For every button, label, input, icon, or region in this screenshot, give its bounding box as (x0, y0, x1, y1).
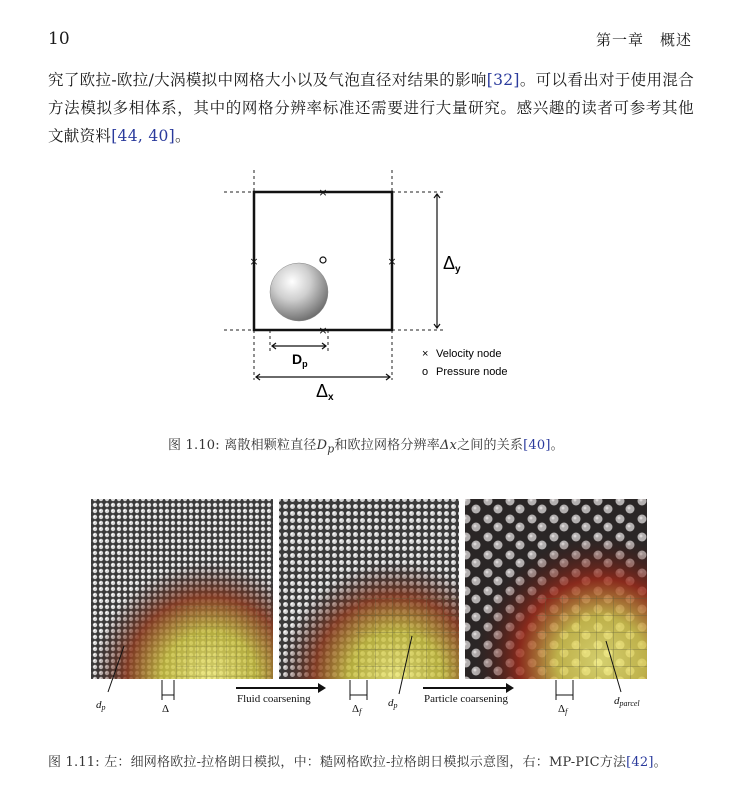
dp-dimension-arrow (272, 343, 326, 349)
velocity-node-left: × (249, 255, 259, 268)
grid-cell (254, 192, 392, 330)
paragraph-text-3: 。 (175, 127, 191, 145)
figure-1-10-diagram (214, 170, 524, 402)
paragraph-text-2: 。可以看出对于使用混合方法模拟多相体系，其中的网格分辨率标准还需要进行大量研究。感兴趣的读者可参考其他文献资料 (48, 71, 694, 145)
velocity-node-right: × (387, 255, 397, 268)
body-paragraph (48, 66, 694, 150)
panel-coarse-euler-lagrange (279, 499, 459, 679)
caption-110-prefix: 图 1.10: 离散相颗粒直径 (168, 438, 317, 453)
dp-left-label: dp (96, 699, 106, 712)
legend-pressure-symbol: o (422, 366, 429, 378)
figure-1-11-caption (48, 751, 667, 770)
paragraph-text-1: 究了欧拉-欧拉/大涡模拟中网格大小以及气泡直径对结果的影响 (48, 71, 487, 89)
caption-110-dp-sub: p (327, 442, 335, 456)
delta-f-mid-label: Δf (352, 703, 362, 716)
citation-link-44-40[interactable]: [44, 40] (111, 127, 175, 145)
particle-coarsening-arrow (423, 683, 514, 693)
legend-velocity-label: Velocity node (436, 348, 502, 360)
dparcel-label: dparcel (614, 695, 640, 708)
delta-f-right-label: Δf (558, 703, 568, 716)
running-head: 第一章 概述 (595, 31, 692, 49)
page-number: 10 (48, 29, 70, 49)
caption-110-end: 。 (550, 438, 564, 453)
caption-110-dx: Δx (439, 438, 458, 453)
legend-pressure-label: Pressure node (436, 366, 508, 378)
dy-dimension-arrow (434, 194, 440, 328)
dx-label: Δx (316, 381, 334, 402)
citation-link-40[interactable]: [40] (523, 438, 551, 453)
citation-link-32[interactable]: [32] (486, 71, 520, 89)
dp-label: $D_p$ (292, 351, 308, 369)
pressure-node-center (320, 257, 326, 263)
caption-111-text: 图 1.11: 左：细网格欧拉-拉格朗日模拟，中：糙网格欧拉-拉格朗日模拟示意图，右：MP-PIC方法 (48, 755, 627, 770)
figure-1-10-caption (168, 434, 564, 456)
dx-dimension-arrow (256, 374, 390, 380)
delta-left-label: Δ (162, 703, 170, 715)
particle-sphere (270, 263, 328, 321)
dy-label: Δy (443, 253, 461, 275)
figure-1-11-diagram (86, 496, 652, 718)
particle-coarsening-label: Particle coarsening (424, 693, 508, 705)
velocity-node-top: × (318, 186, 328, 199)
grid-dashed-lines (224, 170, 446, 380)
citation-link-42[interactable]: [42] (626, 755, 654, 770)
caption-110-mid: 和欧拉网格分辨率 (334, 438, 440, 453)
legend-velocity-symbol: × (422, 348, 429, 360)
velocity-node-bottom: × (318, 324, 328, 337)
panel-fine-euler-lagrange (91, 499, 273, 679)
caption-110-dp: D (316, 438, 328, 453)
panel-mp-pic (465, 499, 647, 679)
dp-mid-label: dp (388, 697, 398, 710)
fluid-coarsening-arrow (236, 683, 326, 693)
fluid-coarsening-label: Fluid coarsening (237, 693, 311, 705)
caption-111-end: 。 (653, 755, 667, 770)
caption-110-suffix: 之间的关系 (457, 438, 524, 453)
